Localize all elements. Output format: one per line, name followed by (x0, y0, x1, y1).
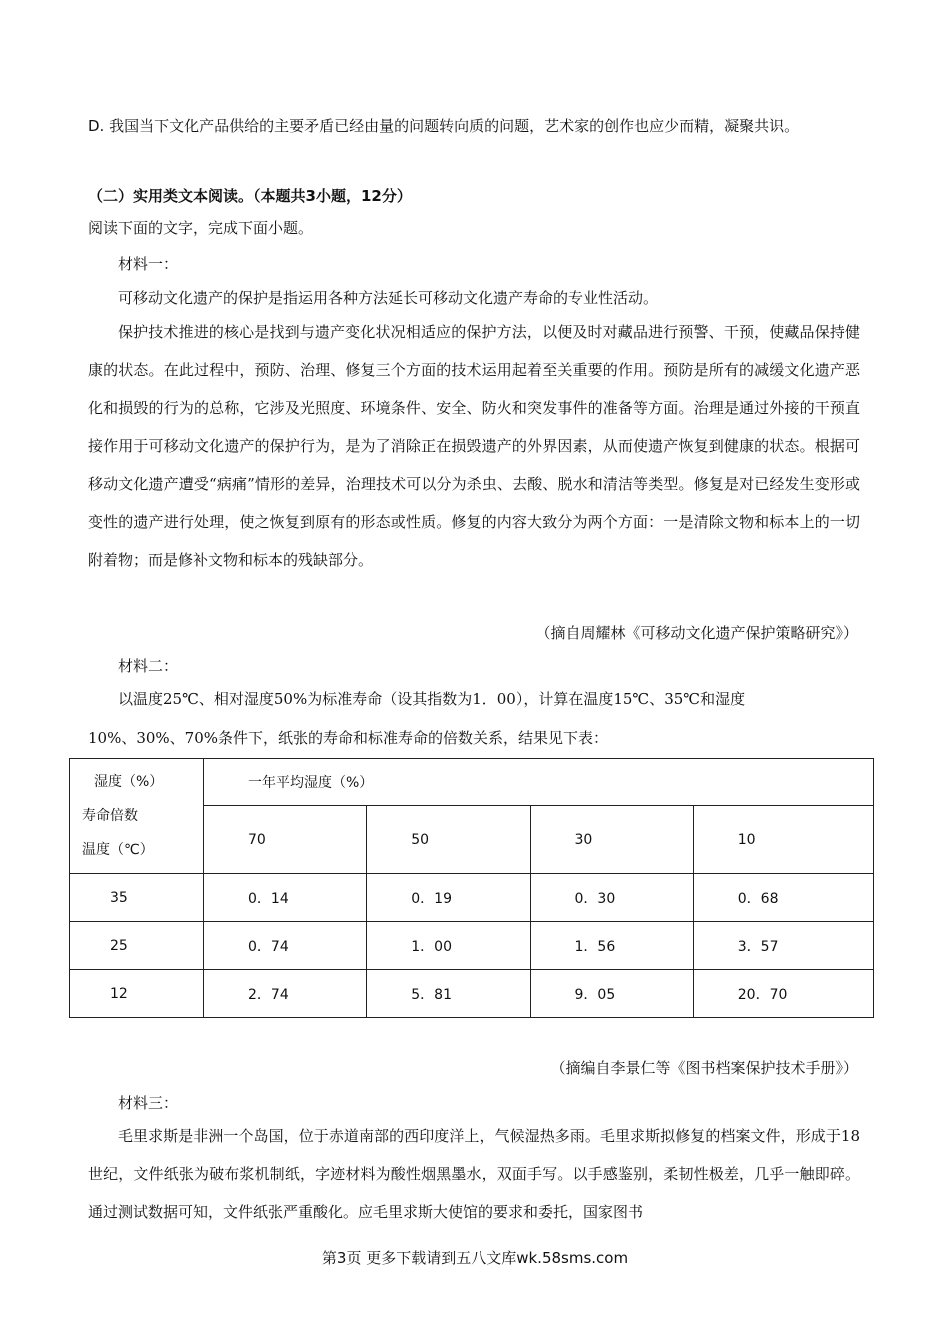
table-cell: 0．74 (204, 922, 367, 970)
table-cell: 3．57 (693, 922, 873, 970)
humidity-group-header: 一年平均湿度（%） (204, 759, 874, 806)
column-header: 30 (530, 806, 693, 874)
column-header: 50 (367, 806, 530, 874)
option-d: D. 我国当下文化产品供给的主要矛盾已经由量的问题转向质的问题，艺术家的创作也应少而精，凝聚共识。 (88, 117, 800, 135)
table-row (70, 970, 874, 1018)
row-temperature: 25 (70, 922, 204, 970)
table-cell: 1．00 (367, 922, 530, 970)
table-cell: 5．81 (367, 970, 530, 1018)
material1-para1: 可移动文化遗产的保护是指运用各种方法延长可移动文化遗产寿命的专业性活动。 (118, 289, 659, 307)
page-footer: 第3页 更多下载请到五八文库wk.58sms.com (321, 1249, 629, 1267)
table-cell: 1．56 (530, 922, 693, 970)
material3-para1: 毛里求斯是非洲一个岛国，位于赤道南部的西印度洋上，气候湿热多雨。毛里求斯拟修复的档案文件，形成于18世纪，文件纸张为破布浆机制纸，字迹材料为酸性烟黑墨水，双面手写。以手感鉴别，柔韧性极差，几乎一触即碎。通过测试数据可知，文件纸张严重酸化。应毛里求斯大使馆的要求和委托，国家图书 (88, 1127, 860, 1221)
corner-humidity: 湿度（%） (94, 774, 164, 790)
row-temperature: 12 (70, 970, 204, 1018)
material2-intro-line2: 10%、30%、70%条件下，纸张的寿命和标准寿命的倍数关系，结果见下表： (88, 729, 609, 747)
material2-source: （摘编自李景仁等《图书档案保护技术手册》） (550, 1059, 858, 1077)
column-header: 10 (693, 806, 873, 874)
table-cell: 20．70 (693, 970, 873, 1018)
material2-label: 材料二： (118, 657, 179, 675)
table-cell: 9．05 (530, 970, 693, 1018)
material3-label: 材料三： (118, 1094, 179, 1112)
table-cell: 0．68 (693, 874, 873, 922)
table-cell: 0．14 (204, 874, 367, 922)
table-row (70, 922, 874, 970)
column-header: 70 (204, 806, 367, 874)
table-cell: 2．74 (204, 970, 367, 1018)
table-cell: 0．30 (530, 874, 693, 922)
material1-source: （摘自周耀林《可移动文化遗产保护策略研究》） (535, 624, 858, 642)
material1-para2: 保护技术推进的核心是找到与遗产变化状况相适应的保护方法，以便及时对藏品进行预警、干预，使藏品保持健康的状态。在此过程中，预防、治理、修复三个方面的技术运用起着至关重要的作用。预防是所有的减缓文化遗产恶化和损毁的行为的总称，它涉及光照度、环境条件、安全、防火和突发事件的准备等方面。治理是通过外接的干预直接作用于可移动文化遗产的保护行为，是为了消除正在损毁遗产的外界因素，从而使遗产恢复到健康的状态。根据可移动文化遗产遭受“病痛”情形的差异，治理技术可以分为杀虫、去酸、脱水和清洁等类型。修复是对已经发生变形或变性的遗产进行处理，使之恢复到原有的形态或性质。修复的内容大致分为两个方面：一是清除文物和标本上的一切附着物；而是修补文物和标本的残缺部分。 (88, 323, 860, 569)
table-row (70, 874, 874, 922)
instruction: 阅读下面的文字，完成下面小题。 (88, 219, 314, 237)
row-temperature: 35 (70, 874, 204, 922)
corner-temperature: 温度（℃） (82, 842, 154, 858)
table-corner-header (70, 759, 204, 874)
paper-lifetime-table (69, 758, 874, 1018)
table-cell: 0．19 (367, 874, 530, 922)
material1-label: 材料一： (118, 255, 179, 273)
corner-lifetime: 寿命倍数 (82, 808, 138, 824)
material2-intro-line1: 以温度25℃、相对湿度50%为标准寿命（设其指数为1．00），计算在温度15℃、35℃和湿度 (118, 690, 746, 708)
section-title: （二）实用类文本阅读。（本题共3小题，12分） (88, 187, 412, 205)
